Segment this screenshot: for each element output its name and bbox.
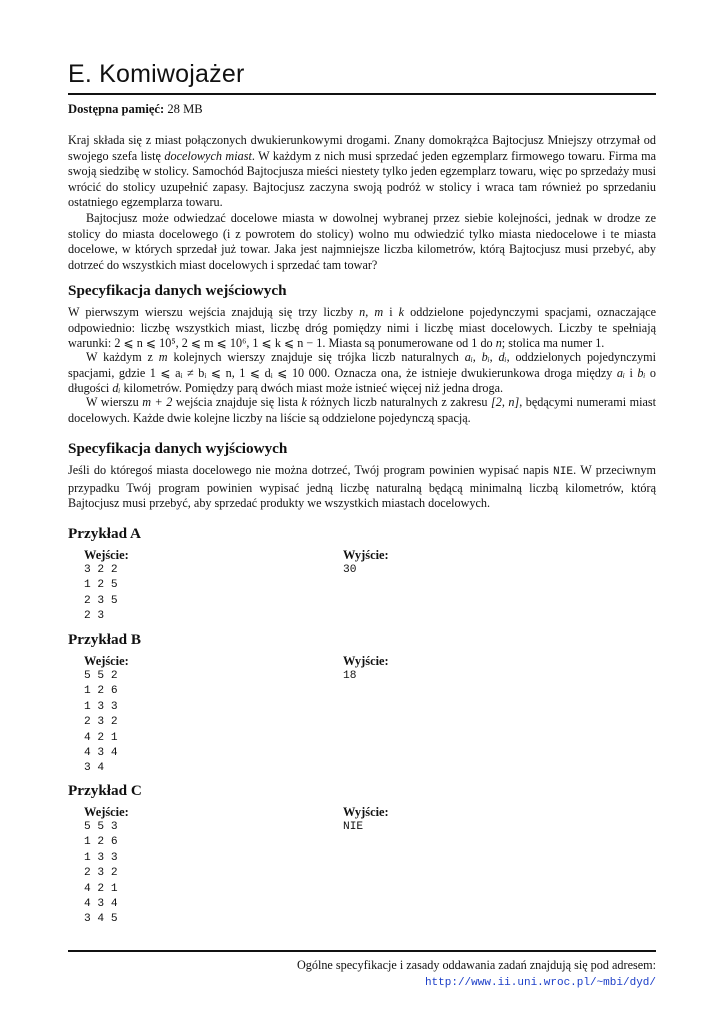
output-spec-paragraph (68, 463, 656, 512)
example-b-heading: Przykład B (68, 631, 141, 648)
story-paragraph-1 (68, 133, 656, 211)
math: m (158, 350, 168, 364)
story-text: Kraj składa się z miast połączonych dwukierunkowymi drogami. Znany domokrążca Bajtocjusz Mniejszy otrzymał od swojego szefa listę (68, 133, 656, 163)
example-a-output: 30 (343, 564, 357, 576)
text: W pierwszym wierszu wejścia znajdują się trzy liczby (68, 305, 360, 319)
story-emphasis: docelowych miast (164, 148, 252, 163)
math: n (359, 305, 366, 319)
code-nie: NIE (552, 466, 574, 478)
text: . Miasta są ponumerowane od 1 do (322, 336, 496, 351)
text: , (365, 305, 375, 319)
text: , będącymi numerami miast docelowych. Każde dwie kolejne liczby na liście są oddzielone pojedynczą spacją. (68, 395, 656, 425)
example-c-input: 5 5 3 1 2 6 1 3 3 2 3 2 4 2 1 4 3 4 3 4 5 (84, 821, 118, 926)
page-title: E. Komiwojażer (68, 60, 245, 88)
text: . Oznacza ona, że istnieje dwukierunkowa droga między (326, 365, 617, 380)
math: n (495, 336, 502, 351)
memory-value: 28 MB (167, 102, 203, 116)
math: m (374, 305, 384, 319)
text: o długości (68, 365, 657, 396)
footer-divider (68, 950, 656, 952)
input-spec-heading: Specyfikacja danych wejściowych (68, 282, 287, 299)
memory-label: Dostępna pamięć: (68, 102, 165, 116)
text: kilometrów. Pomiędzy parą dwóch miast może istnieć więcej niż jedna droga. (120, 381, 504, 396)
story-text: . W każdym z nich musi sprzedać jeden egzemplarz firmowego towaru. Firma ma swoją siedzibę w stolicy. Samochód Bajtocjusza mieści niestety tylko jeden egzemplarz towaru, więc po sprzedaży musi wrócić do stolicy uzupełnić zapasy. Bajtocjusz zaczyna swoją podróż w stolicy i wraca tam również po sprzedaniu ostatniego egzemplarza towaru. (68, 148, 656, 210)
math: k (398, 305, 405, 319)
text: i (383, 305, 399, 319)
example-c-output-label: Wyjście: (343, 805, 389, 819)
text: Jeśli do któregoś miasta docelowego nie można dotrzeć, Twój program powinien wypisać napis (68, 463, 553, 477)
memory-limit (68, 102, 203, 117)
text: . W przeciwnym przypadku Twój program powinien wypisać jedną liczbę naturalną będącą minimalną liczbą kilometrów, którą Bajtocjusz musi przebyć, aby sprzedać produkty we wszystkich miastach docelowych. (68, 463, 656, 511)
input-spec-paragraph-2 (68, 350, 656, 397)
math: bᵢ (637, 365, 646, 380)
text: W wierszu (86, 395, 143, 409)
output-spec-heading: Specyfikacja danych wyjściowych (68, 440, 288, 457)
constraints: 1 ⩽ aᵢ ≠ bᵢ ⩽ n, 1 ⩽ dᵢ ⩽ 10 000 (149, 365, 327, 380)
text: , oddzielonych pojedynczymi spacjami, gdzie (68, 350, 656, 380)
example-c-output: NIE (343, 821, 364, 833)
example-a-heading: Przykład A (68, 525, 141, 542)
story-paragraph-2: Bajtocjusz może odwiedzać docelowe miasta w dowolnej wybranej przez siebie kolejności, jednak w drodze ze stolicy do miasta docelowego (i z powrotem do stolicy) wolno mu odwiedzić tylko miasta niedocelowe i te miasta docelowe, w których sprzedał już towar. Jaka jest najmniejsze liczba kilometrów, którą Bajtocjusz musi przebyć, aby dotrzeć do wszystkich miast docelowych i sprzedać tam towar? (68, 211, 656, 272)
example-b-input: 5 5 2 1 2 6 1 3 3 2 3 2 4 2 1 4 3 4 3 4 (84, 670, 118, 775)
text: kolejnych wierszy znajduje się trójka liczb naturalnych (167, 350, 465, 364)
example-a-input: 3 2 2 1 2 5 2 3 5 2 3 (84, 564, 118, 623)
example-c-input-label: Wejście: (84, 805, 129, 819)
example-a-output-label: Wyjście: (343, 548, 389, 562)
constraints: 2 ⩽ n ⩽ 10⁵, 2 ⩽ m ⩽ 10⁶, 1 ⩽ k ⩽ n − 1 (114, 336, 323, 351)
example-b-input-label: Wejście: (84, 654, 129, 668)
text: różnych liczb naturalnych z zakresu (306, 395, 492, 409)
title-divider (68, 93, 656, 95)
example-b-output-label: Wyjście: (343, 654, 389, 668)
math: k (301, 395, 307, 409)
input-spec-paragraph-3 (68, 395, 656, 426)
example-c-heading: Przykład C (68, 782, 142, 799)
text: wejścia znajduje się lista (172, 395, 302, 409)
text: W każdym z (86, 350, 159, 364)
footer (297, 957, 656, 991)
text: ; stolica ma numer 1. (501, 336, 605, 351)
footer-text: Ogólne specyfikacje i zasady oddawania zadań znajdują się pod adresem: (296, 958, 656, 972)
math: [2, n] (491, 395, 520, 409)
text: i (624, 365, 638, 380)
math: aᵢ, bᵢ, dᵢ (464, 350, 507, 364)
example-b-output: 18 (343, 670, 357, 682)
input-spec-paragraph-1 (68, 305, 656, 352)
math: m + 2 (142, 395, 173, 409)
math: dᵢ (112, 381, 121, 396)
text: oddzielone pojedynczymi spacjami, oznaczające odpowiednio: liczbę wszystkich miast, liczbę dróg pomiędzy nimi i liczbę miast docelowych. Liczby te spełniają warunki: (68, 305, 657, 351)
example-a-input-label: Wejście: (84, 548, 129, 562)
math: aᵢ (616, 365, 625, 380)
footer-link[interactable]: http://www.ii.uni.wroc.pl/~mbi/dyd/ (424, 977, 656, 989)
